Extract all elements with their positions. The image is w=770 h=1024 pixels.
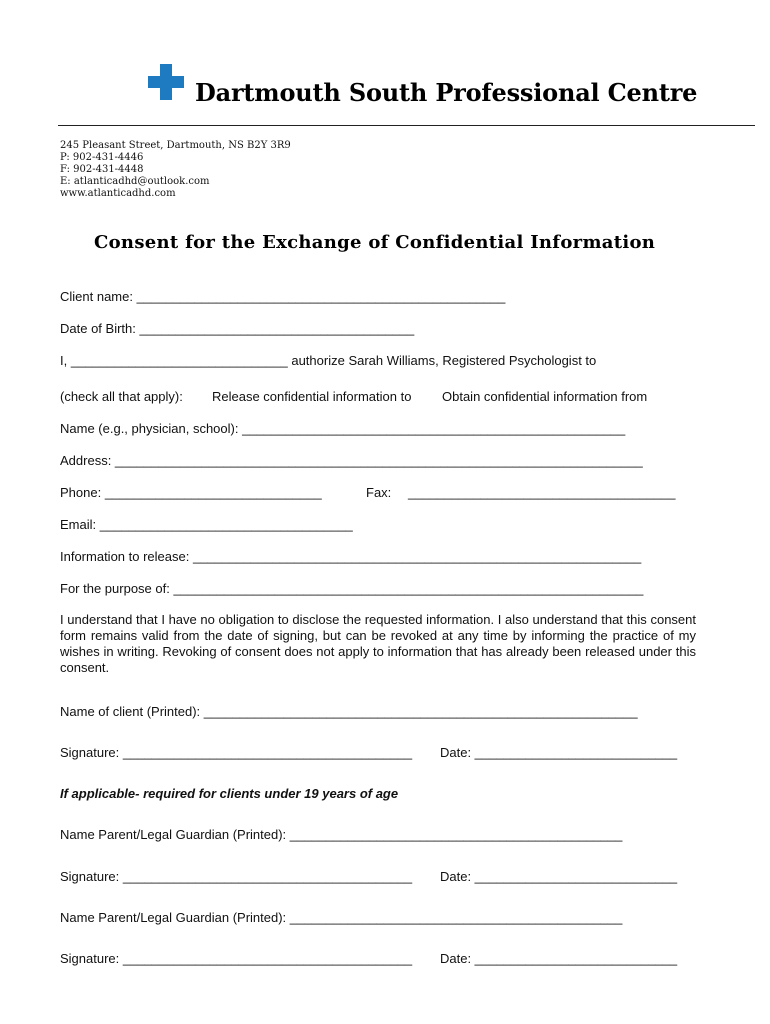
guardian-1-signature-field[interactable]: Signature: ________________________________________ xyxy=(60,869,413,884)
fax-label: Fax: xyxy=(366,485,392,500)
street-address: 245 Pleasant Street, Dartmouth, NS B2Y 3R9 xyxy=(60,140,291,151)
email-field[interactable]: Email: ___________________________________ xyxy=(60,517,353,532)
website-link[interactable]: www.atlanticadhd.com xyxy=(60,188,176,199)
client-name-field[interactable]: Client name: ___________________________________________________ xyxy=(60,289,506,304)
fax-number: F: 902-431-4448 xyxy=(60,164,144,175)
client-signature-field[interactable]: Signature: ________________________________________ xyxy=(60,745,413,760)
information-to-release-field[interactable]: Information to release: ______________________________________________________________ xyxy=(60,549,642,564)
phone-number: P: 902-431-4446 xyxy=(60,152,144,163)
check-instructions: (check all that apply): xyxy=(60,389,183,404)
guardian-section-heading: If applicable- required for clients under 19 years of age xyxy=(60,786,399,801)
date-of-birth-field[interactable]: Date of Birth: ______________________________________ xyxy=(60,321,415,336)
obtain-from-option[interactable]: Obtain confidential information from xyxy=(442,389,648,404)
purpose-field[interactable]: For the purpose of: _________________________________________________________________ xyxy=(60,581,644,596)
recipient-name-field[interactable]: Name (e.g., physician, school): _____________________________________________________ xyxy=(60,421,626,436)
cross-logo-icon xyxy=(148,64,184,100)
guardian-2-printed-name-field[interactable]: Name Parent/Legal Guardian (Printed): ______________________________________________ xyxy=(60,910,623,925)
guardian-2-signature-field[interactable]: Signature: ________________________________________ xyxy=(60,951,413,966)
fax-field[interactable]: _____________________________________ xyxy=(408,485,676,500)
authorize-statement[interactable]: I, ______________________________ authorize Sarah Williams, Registered Psychologist to xyxy=(60,353,597,368)
address-field[interactable]: Address: _________________________________________________________________________ xyxy=(60,453,643,468)
phone-field[interactable]: Phone: ______________________________ xyxy=(60,485,322,500)
guardian-1-date-field[interactable]: Date: ____________________________ xyxy=(440,869,678,884)
client-printed-name-field[interactable]: Name of client (Printed): ____________________________________________________________ xyxy=(60,704,638,719)
client-date-field[interactable]: Date: ____________________________ xyxy=(440,745,678,760)
organization-name: Dartmouth South Professional Centre xyxy=(195,78,698,107)
header-divider xyxy=(58,125,755,126)
form-title: Consent for the Exchange of Confidential Information xyxy=(94,232,656,253)
email-address: E: atlanticadhd@outlook.com xyxy=(60,176,210,187)
guardian-1-printed-name-field[interactable]: Name Parent/Legal Guardian (Printed): ______________________________________________ xyxy=(60,827,623,842)
consent-paragraph: I understand that I have no obligation to disclose the requested information. I also understand that this consent form remains valid from the date of signing, but can be revoked at any time by informing the practice of my wishes in writing. Revoking of consent does not apply to information that has already been released under this consent. xyxy=(60,612,696,675)
release-to-option[interactable]: Release confidential information to xyxy=(212,389,412,404)
guardian-2-date-field[interactable]: Date: ____________________________ xyxy=(440,951,678,966)
